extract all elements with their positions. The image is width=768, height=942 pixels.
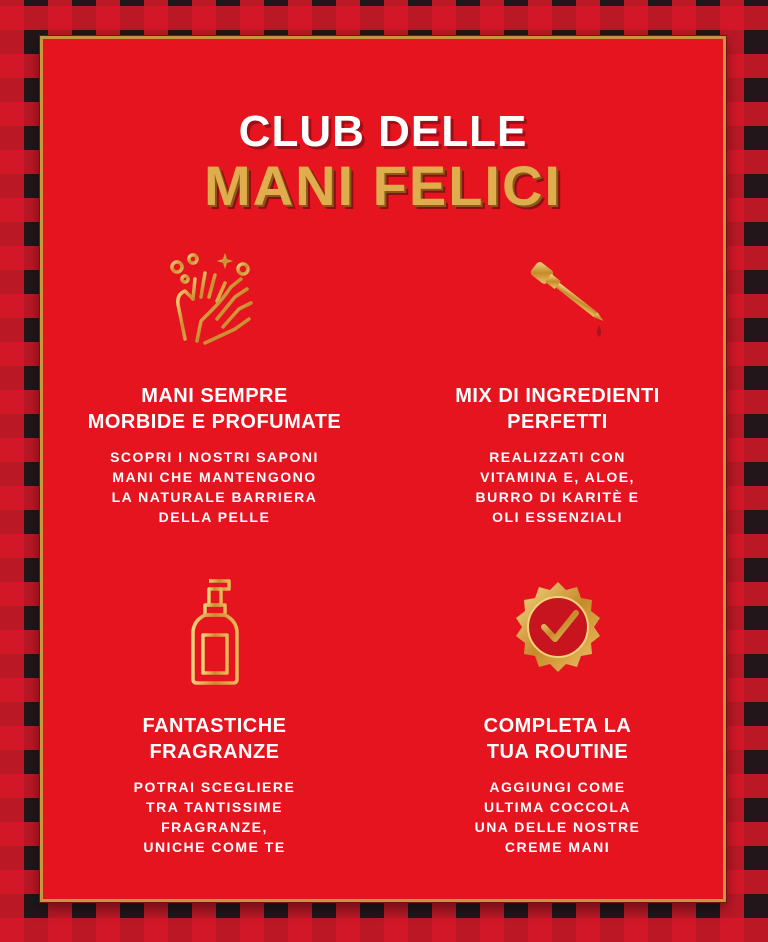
feature-heading: FANTASTICHE FRAGRANZE bbox=[142, 715, 287, 763]
pump-bottle-icon bbox=[185, 577, 245, 687]
feature-fragrances bbox=[43, 577, 386, 857]
feature-heading: COMPLETA LA TUA ROUTINE bbox=[483, 715, 632, 763]
feature-heading: MANI SEMPRE MORBIDE E PROFUMATE bbox=[87, 385, 342, 433]
feature-description: REALIZZATI CON VITAMINA E, ALOE, BURRO DI KARITÈ E OLI ESSENZIALI bbox=[475, 449, 640, 525]
feature-routine bbox=[386, 577, 729, 857]
feature-description: POTRAI SCEGLIERE TRA TANTISSIME FRAGRANZE, UNICHE COME TE bbox=[133, 779, 296, 855]
feature-heading: MIX DI INGREDIENTI PERFETTI bbox=[455, 385, 660, 433]
title-mani-felici: MANI FELICI bbox=[204, 154, 562, 217]
hand-washing-icon bbox=[165, 249, 265, 345]
feature-ingredients bbox=[386, 249, 729, 527]
red-panel bbox=[40, 36, 726, 902]
feature-description: AGGIUNGI COME ULTIMA COCCOLA UNA DELLE NOSTRE CREME MANI bbox=[474, 779, 641, 855]
feature-description: SCOPRI I NOSTRI SAPONI MANI CHE MANTENGONO LA NATURALE BARRIERA DELLA PELLE bbox=[110, 449, 319, 525]
check-badge-icon bbox=[508, 577, 608, 687]
title-club-delle: CLUB DELLE bbox=[238, 107, 528, 156]
feature-soft-hands bbox=[43, 249, 386, 527]
dropper-icon bbox=[503, 249, 613, 345]
